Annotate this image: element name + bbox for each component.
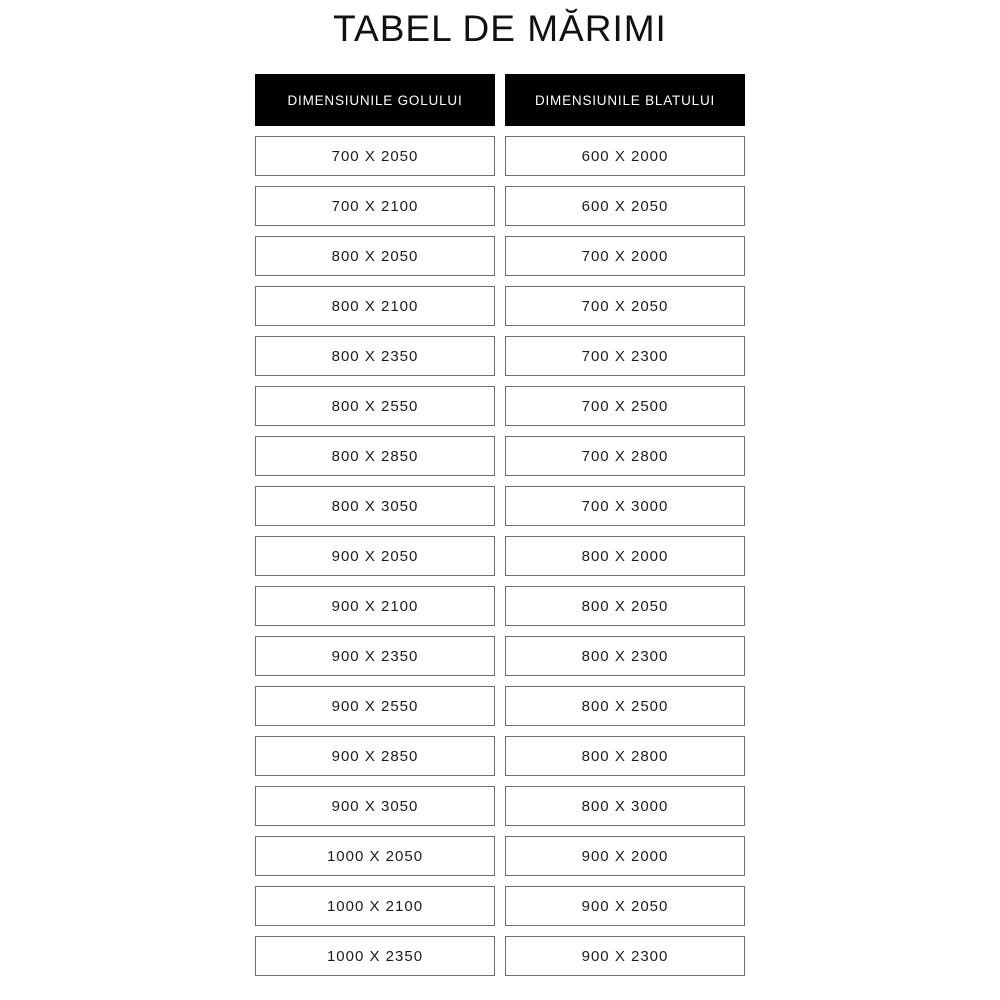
size-cell: 700 X 2100 [255,186,495,226]
size-cell: 900 X 2050 [505,886,745,926]
size-cell: 800 X 2100 [255,286,495,326]
size-cell: 600 X 2050 [505,186,745,226]
size-cell: 900 X 2000 [505,836,745,876]
size-cell: 900 X 2050 [255,536,495,576]
size-cell: 900 X 2350 [255,636,495,676]
size-cell: 700 X 3000 [505,486,745,526]
size-cell: 800 X 2550 [255,386,495,426]
column-header-blatului: DIMENSIUNILE BLATULUI [505,74,745,126]
size-cell: 700 X 2500 [505,386,745,426]
size-cell: 700 X 2050 [255,136,495,176]
size-cell: 800 X 3000 [505,786,745,826]
page-title: TABEL DE MĂRIMI [333,8,667,49]
column-golului [255,74,495,976]
size-cell: 700 X 2000 [505,236,745,276]
size-table [255,74,745,976]
size-cell: 800 X 2000 [505,536,745,576]
size-cell: 800 X 2800 [505,736,745,776]
size-cell: 800 X 2350 [255,336,495,376]
column-blatului [505,74,745,976]
size-cell: 800 X 2050 [505,586,745,626]
size-cell: 800 X 2050 [255,236,495,276]
size-cell: 1000 X 2350 [255,936,495,976]
size-cell: 700 X 2800 [505,436,745,476]
size-cell: 900 X 2550 [255,686,495,726]
size-cell: 800 X 2300 [505,636,745,676]
column-header-golului: DIMENSIUNILE GOLULUI [255,74,495,126]
size-cell: 800 X 3050 [255,486,495,526]
size-cell: 1000 X 2100 [255,886,495,926]
size-cell: 900 X 2100 [255,586,495,626]
size-cell: 800 X 2850 [255,436,495,476]
size-cell: 700 X 2300 [505,336,745,376]
size-cell: 1000 X 2050 [255,836,495,876]
size-cell: 900 X 2300 [505,936,745,976]
size-cell: 900 X 3050 [255,786,495,826]
size-cell: 600 X 2000 [505,136,745,176]
size-cell: 700 X 2050 [505,286,745,326]
size-cell: 900 X 2850 [255,736,495,776]
size-cell: 800 X 2500 [505,686,745,726]
